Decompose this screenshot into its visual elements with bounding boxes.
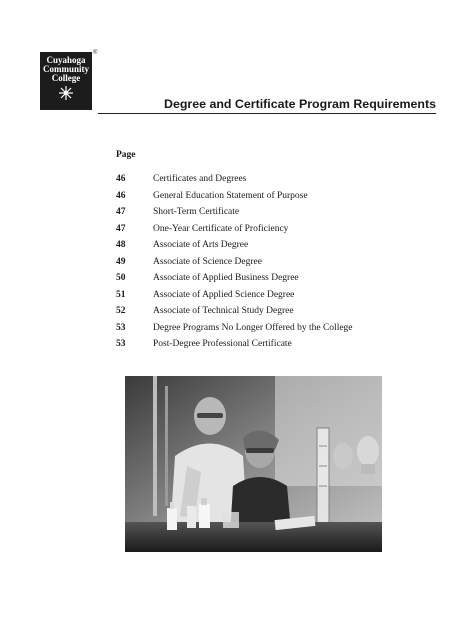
toc-page-number: 46	[116, 174, 126, 184]
toc-page-number: 51	[116, 289, 126, 300]
header-divider	[98, 113, 436, 114]
snowflake-icon	[58, 85, 74, 101]
table-of-contents	[116, 171, 353, 353]
lab-photo-icon	[125, 376, 382, 552]
toc-item-label: Associate of Applied Science Degree	[153, 289, 295, 300]
registered-mark: ®	[93, 50, 98, 56]
toc-item	[116, 270, 353, 287]
toc-page-number: 46	[116, 190, 126, 201]
toc-item	[116, 237, 353, 254]
toc-page-heading: Page	[116, 150, 136, 160]
logo-line-3: College	[51, 73, 81, 83]
toc-item	[116, 303, 353, 320]
toc-item	[116, 204, 353, 221]
logo-line-2: Community	[42, 64, 89, 74]
toc-item	[116, 287, 353, 304]
section-title: Degree and Certificate Program Requirements	[164, 97, 436, 111]
toc-item	[116, 336, 353, 353]
toc-item	[116, 254, 353, 271]
toc-item-label: Associate of Applied Business Degree	[153, 273, 299, 283]
toc-item-label: General Education Statement of Purpose	[153, 190, 308, 201]
toc-item-label: Certificates and Degrees	[153, 174, 247, 184]
toc-page-number: 47	[116, 223, 126, 234]
toc-item-label: Short-Term Certificate	[153, 207, 240, 217]
lab-photo	[125, 376, 382, 552]
toc-page-number: 49	[116, 256, 126, 267]
toc-page-number: 48	[116, 240, 126, 250]
logo-line-1: Cuyahoga	[46, 55, 86, 65]
toc-page-number: 52	[116, 306, 126, 316]
college-logo	[40, 52, 92, 110]
toc-page-number: 53	[116, 322, 126, 333]
toc-item	[116, 221, 353, 238]
toc-item-label: Associate of Technical Study Degree	[153, 306, 294, 316]
toc-item-label: Post-Degree Professional Certificate	[153, 339, 292, 349]
toc-page-number: 53	[116, 339, 126, 349]
toc-item	[116, 171, 353, 188]
toc-item-label: Degree Programs No Longer Offered by the College	[153, 322, 353, 333]
toc-item	[116, 320, 353, 337]
toc-item-label: Associate of Science Degree	[153, 256, 262, 267]
toc-item-label: One-Year Certificate of Proficiency	[153, 223, 289, 234]
toc-item-label: Associate of Arts Degree	[153, 240, 249, 250]
toc-page-number: 47	[116, 207, 126, 217]
toc-item	[116, 188, 353, 205]
toc-page-number: 50	[116, 273, 126, 283]
